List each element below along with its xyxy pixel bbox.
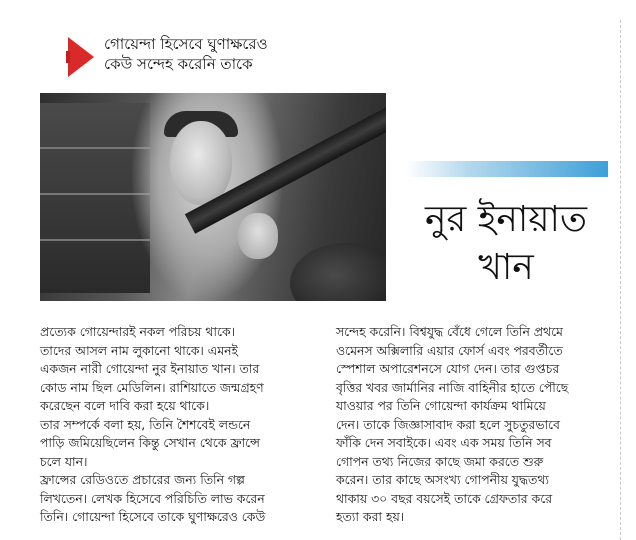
kicker-text bbox=[104, 34, 364, 74]
body-column-right bbox=[336, 323, 621, 527]
red-arrow-icon bbox=[68, 37, 94, 77]
veena-body bbox=[290, 243, 386, 301]
portrait-photo bbox=[40, 93, 386, 301]
body-text-left: প্রত্যেক গোয়েন্দারই নকল পরিচয় থাকে। তাদের আসল নাম লুকানো থাকে। এমনই একজন নারী গোয়েন্দা নুর ইনায়াত খান। তার কোড নাম ছিল মেডিলিন। রাশিয়াতে জন্মগ্রহণ করেছেন বলে দাবি করা হয়ে থাকে। তার সম্পর্কে বলা হয়, তিনি শৈশবেই লন্ডনে পাড়ি জমিয়েছিলেন কিন্তু সেখান থেকে ফ্রান্সে চলে যান। ফ্রান্সের রেডিওতে প্রচারের জন্য তিনি গল্প লিখতেন। লেখক হিসেবে পরিচিতি লাভ করেন তিনি। গোয়েন্দা হিসেবে তাকে ঘুণাক্ষরেও কেউ bbox=[40, 324, 266, 524]
headline-text: নুর ইনায়াত খান bbox=[424, 199, 588, 288]
kicker-line: গোয়েন্দা হিসেবে ঘুণাক্ষরেও কেউ সন্দেহ করেনি তাকে bbox=[104, 35, 268, 73]
hand bbox=[238, 213, 278, 259]
face bbox=[170, 121, 232, 205]
accent-bar bbox=[406, 161, 608, 177]
body-text-right: সন্দেহ করেনি। বিশ্বযুদ্ধ বেঁধে গেলে তিনি প্রথমে ওমেনস অক্সিলারি এয়ার ফোর্স এবং পরবর্তীতে স্পেশাল অপারেশনসে যোগ দেন। তার গুপ্তচর বৃত্তির খবর জার্মানির নাজি বাহিনীর হাতে পৌছে যাওয়ার পর তিনি গোয়েন্দা কার্যক্রম থামিয়ে দেন। তাকে জিজ্ঞাসাবাদ করা হলে সুচতুরভাবে ফাঁকি দেন সবাইকে। এবং এক সময় তিনি সব গোপন তথ্য নিজের কাছে জমা করতে শুরু করেন। তার কাছে অসংখ্য গোপনীয় যুদ্ধতথ্য থাকায় ৩০ বছর বয়সেই তাকে গ্রেফতার করে হত্যা করা হয়। bbox=[336, 324, 569, 524]
headline bbox=[392, 196, 620, 292]
body-column-left bbox=[40, 323, 325, 527]
